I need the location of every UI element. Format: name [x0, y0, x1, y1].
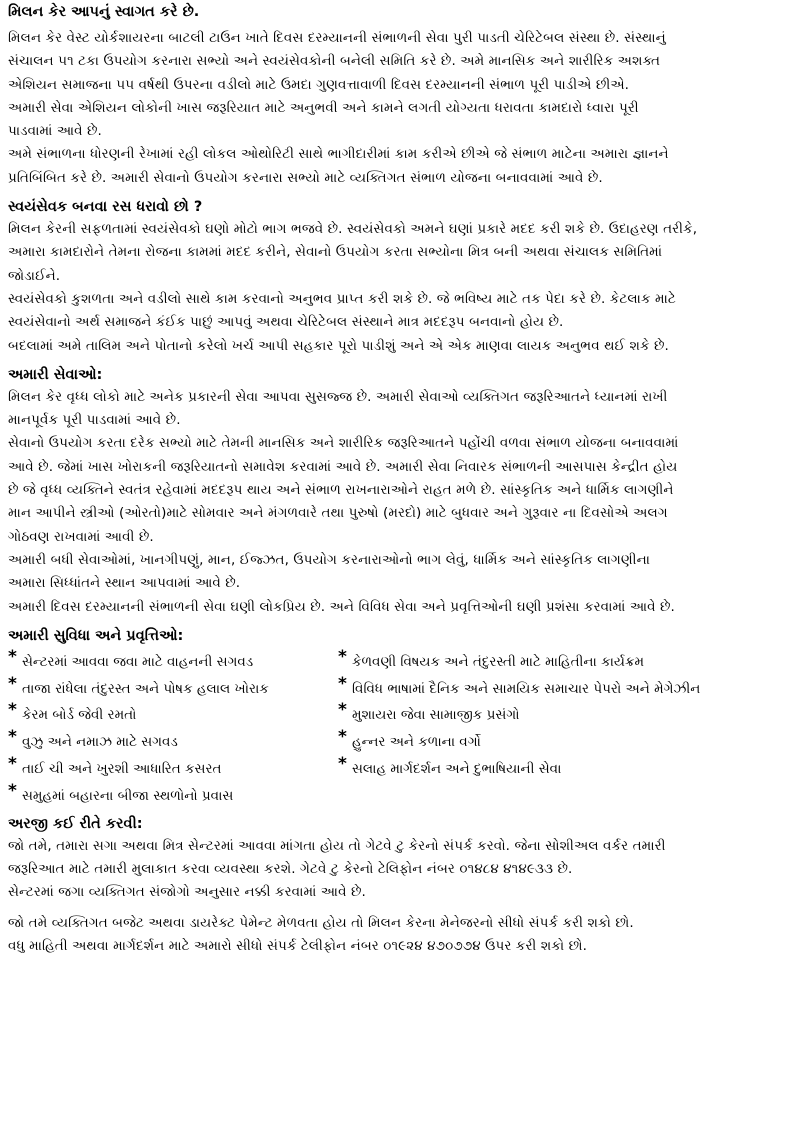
apply-section [8, 814, 785, 958]
facility-label: કેરમ બોર્ડ જેવી રમતો [22, 707, 137, 724]
services-line: માન આપીને સ્ત્રીઓ (ઓરતો)માટે સોમવાર અને મંગળવારે તથા પુરુષો (મરદો) માટે બુધવાર અને ગુરૂવાર ના દિવસોએ અલગ [8, 505, 668, 522]
welcome-line: પ્રતિબિંબિત કરે છે. અમારી સેવાનો ઉપયોગ કરનારા સભ્યો માટે વ્યક્તિગત સંભાળ યોજના બનાવવામાં આવે છે. [8, 169, 603, 186]
apply-line: વધુ માહિતી અથવા માર્ગદર્શન માટે અમારો સીધો સંપર્ક ટેલીફોન નંબર ૦૧૯૨૪ ૪૭૦૭૭૪ ઉપર કરી શકો છો. [8, 937, 587, 954]
welcome-heading: મિલન કેર આપનું સ્વાગત કરે છે. [8, 4, 200, 20]
facilities-section [8, 626, 785, 810]
volunteer-line: મિલન કેરની સફળતામાં સ્વયંસેવકો ઘણો મોટો ભાગ ભજવે છે. સ્વયંસેવકો અમને ઘણાં પ્રકારે મદદ કરી શકે છે. ઉદાહરણ તરીકે, [8, 221, 698, 238]
facility-item [338, 729, 778, 756]
services-line: ગોઠવણ રાખવામાં આવી છે. [8, 528, 154, 545]
services-section [8, 365, 785, 619]
services-line: અમારા સિધ્ધાંતને સ્થાન આપવામાં આવે છે. [8, 575, 241, 592]
services-heading: અમારી સેવાઓ: [8, 366, 103, 383]
volunteer-line: સ્વયંસેવાનો અર્થ સમાજને કંઈક પાછું આપવું અથવા ચેરિટેબલ સંસ્થાને માત્ર મદદરૂપ બનવાનો હોય છે. [8, 314, 564, 331]
bullet-star-icon: * [8, 782, 17, 801]
services-line: આવે છે. જેમાં ખાસ ખોરાકની જરૂરિયાતનો સમાવેશ કરવામાં આવે છે. અમારી સેવા નિવારક સંભાળની આસપાસ કેન્દ્રીત હોય [8, 458, 678, 475]
facility-empty [338, 783, 778, 810]
facility-item [8, 756, 338, 783]
services-line: સેવાનો ઉપયોગ કરતા દરેક સભ્યો માટે તેમની માનસિક અને શારીરિક જરૂરિઆતને પહોંચી વળવા સંભાળ યોજના બનાવવામાં [8, 435, 679, 452]
facility-label: મુશાયરા જેવા સામાજીક પ્રસંગો [352, 707, 520, 724]
facility-label: સેન્ટરમાં આવવા જવા માટે વાહનની સગવડ [22, 653, 254, 670]
welcome-line: અમારી સેવા એશિયન લોકોની ખાસ જરૂરિયાત માટે અનુભવી અને કામને લગતી યોગ્યતા ધરાવતા કામદારો ધ્વારા પૂરી [8, 99, 639, 116]
services-line: અમારી બધી સેવાઓમાં, ખાનગીપણું, માન, ઈજ્ઝત, ઉપયોગ કરનારાઓનો ભાગ લેવું, ધાર્મિક અને સાંસ્કૃતિક લાગણીના [8, 551, 651, 568]
services-line: છે જે વૃધ્ધ વ્યક્તિને સ્વતંત્ર રહેવામાં મદદરૂપ થાય અને સંભાળ રાખનારાઓને રાહત મળે છે. સાંસ્કૃતિક અને ધાર્મિક લાગણીને [8, 482, 674, 499]
bullet-star-icon: * [8, 648, 17, 667]
volunteer-line: અમારા કામદારોને તેમના રોજના કામમાં મદદ કરીને, સેવાનો ઉપયોગ કરતા સભ્યોના મિત્ર બની અથવા સંચાલક સમિતિમાં [8, 244, 663, 261]
facility-item [338, 649, 778, 676]
apply-heading: અરજી કઈ રીતે કરવી: [8, 815, 143, 832]
facility-label: સલાહ માર્ગદર્શન અને દુભાષિયાની સેવા [352, 761, 562, 778]
welcome-line: એશિયન સમાજના ૫૫ વર્ષથી ઉપરના વડીલો માટે ઉમદા ગુણવત્તાવાળી દિવસ દરમ્યાનની સંભાળ પૂરી પાડીએ છીએ. [8, 76, 630, 93]
facility-label: વિવિધ ભાષામાં દૈનિક અને સામયિક સમાચાર પેપરો અને મેગેઝીન [352, 680, 701, 697]
facility-label: હુન્નર અને કળાના વર્ગો [352, 734, 481, 751]
welcome-line: મિલન કેર વેસ્ટ યોર્કશાયરના બાટલી ટાઉન ખાતે દિવસ દરમ્યાનની સંભાળની સેવા પુરી પાડતી ચેરિટેબલ સંસ્થા છે. સંસ્થાનું [8, 30, 666, 46]
facility-item [8, 649, 338, 676]
bullet-star-icon: * [338, 675, 347, 694]
facility-label: તાઈ ચી અને ખુરશી આધારિત કસરત [22, 761, 222, 778]
facility-label: વુઝુ અને નમાઝ માટે સગવડ [22, 734, 178, 751]
welcome-line: સંચાલન ૫૧ ટકા ઉપયોગ કરનારા સભ્યો અને સ્વયંસેવકોની બનેલી સમિતિ કરે છે. અમે માનસિક અને શારીરિક અશક્ત [8, 53, 661, 70]
facility-label: સમુહમાં બહારના બીજા સ્થળોનો પ્રવાસ [22, 787, 234, 804]
facility-item [8, 783, 338, 810]
volunteer-line: સ્વયંસેવકો કુશળતા અને વડીલો સાથે કામ કરવાનો અનુભવ પ્રાપ્ત કરી શકે છે. જે ભવિષ્ય માટે તક પેદા કરે છે. કેટલાક માટે [8, 290, 676, 307]
volunteer-line: બદલામાં અમે તાલિમ અને પોતાનો કરેલો ખર્ચ આપી સહકાર પૂરો પાડીશું અને એ એક માણવા લાયક અનુભવ થઈ શકે છે. [8, 337, 669, 354]
welcome-section [8, 2, 785, 190]
facility-item [338, 676, 778, 703]
facility-label: તાજા રાંધેલા તંદુરસ્ત અને પોષક હલાલ ખોરાક [22, 680, 269, 697]
facility-item [338, 702, 778, 729]
bullet-star-icon: * [338, 756, 347, 775]
bullet-star-icon: * [8, 702, 17, 721]
services-line: અમારી દિવસ દરમ્યાનની સંભાળની સેવા ઘણી લોકપ્રિય છે. અને વિવિધ સેવા અને પ્રવૃત્તિઓની ઘણી પ્રશંસા કરવામાં આવે છે. [8, 598, 675, 615]
bullet-star-icon: * [338, 648, 347, 667]
facility-item [8, 702, 338, 729]
facility-item [338, 756, 778, 783]
facility-label: કેળવણી વિષયક અને તંદુરસ્તી માટે માહિતીના કાર્યક્રમ [352, 653, 645, 670]
facility-item [8, 676, 338, 703]
facility-item [8, 729, 338, 756]
welcome-line: અમે સંભાળના ધોરણની રેખામાં રહી લોકલ ઓથોરિટી સાથે ભાગીદારીમાં કામ કરીએ છીએ જે સંભાળ માટેના અમારા જ્ઞાનને [8, 146, 669, 163]
volunteer-section [8, 197, 785, 358]
volunteer-line: જોડાઈને. [8, 267, 61, 284]
bullet-star-icon: * [8, 756, 17, 775]
services-line: મિલન કેર વૃધ્ધ લોકો માટે અનેક પ્રકારની સેવા આપવા સુસજ્જ છે. અમારી સેવાઓ વ્યક્તિગત જરૂરિઆતને ધ્યાનમાં રાખી [8, 388, 668, 405]
apply-line: જો તમે વ્યક્તિગત બજેટ અથવા ડાયરેક્ટ પેમેન્ટ મેળવતા હોય તો મિલન કેરના મેનેજરનો સીધો સંપર્ક કરી શકો છો. [8, 914, 634, 931]
bullet-star-icon: * [338, 729, 347, 748]
bullet-star-icon: * [8, 675, 17, 694]
services-line: માનપૂર્વક પૂરી પાડવામાં આવે છે. [8, 412, 181, 429]
welcome-line: પાડવામાં આવે છે. [8, 123, 102, 140]
bullet-star-icon: * [8, 729, 17, 748]
facilities-heading: અમારી સુવિધા અને પ્રવૃત્તિઓ: [8, 627, 184, 644]
facilities-list [8, 649, 785, 810]
apply-line: સેન્ટરમાં જગા વ્યક્તિગત સંજોગો અનુસાર નક્કી કરવામાં આવે છે. [8, 884, 366, 901]
apply-line: જરૂરિઆત માટે તમારી મુલાકાત કરવા વ્યવસ્થા કરશે. ગેટવે ટુ કેરનો ટેલિફોન નંબર ૦૧૪૮૪ ૪૧૪૯૩૩ છે. [8, 860, 573, 877]
apply-line: જો તમે, તમારા સગા અથવા મિત્ર સેન્ટરમાં આવવા માંગતા હોય તો ગેટવે ટુ કેરનો સંપર્ક કરવો. જેના સોશીઅલ વર્કર તમારી [8, 837, 666, 854]
bullet-star-icon: * [338, 702, 347, 721]
volunteer-heading: સ્વયંસેવક બનવા રસ ધરાવો છો ? [8, 199, 203, 216]
